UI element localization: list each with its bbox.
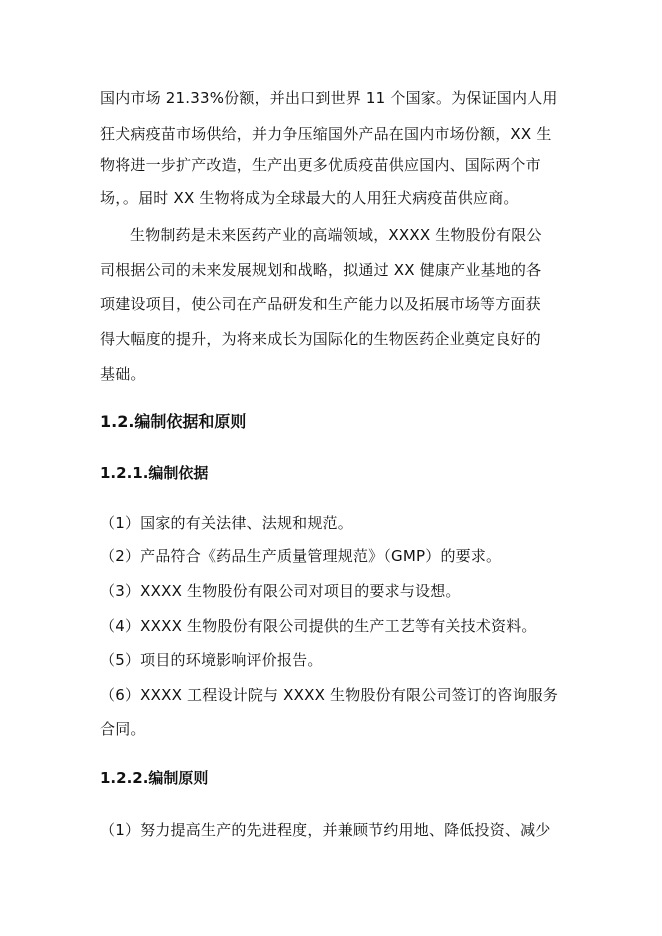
basis-item-3: （3）XXXX 生物股份有限公司对项目的要求与设想。 xyxy=(100,582,461,600)
basis-item-5: （5）项目的环境影响评价报告。 xyxy=(100,651,323,669)
basis-item-6-continued: 合同。 xyxy=(100,720,146,738)
intro-line-3: 物将进一步扩产改造，生产出更多优质疫苗供应国内、国际两个市 xyxy=(100,156,541,174)
strategy-line-2: 司根据公司的未来发展规划和战略，拟通过 XX 健康产业基地的各 xyxy=(100,261,542,279)
intro-line-1: 国内市场 21.33%份额，并出口到世界 11 个国家。为保证国内人用 xyxy=(100,89,558,107)
basis-item-4: （4）XXXX 生物股份有限公司提供的生产工艺等有关技术资料。 xyxy=(100,617,537,635)
strategy-line-3: 项建设项目，使公司在产品研发和生产能力以及拓展市场等方面获 xyxy=(100,295,541,313)
basis-item-2: （2）产品符合《药品生产质量管理规范》（GMP）的要求。 xyxy=(100,547,502,565)
section-heading-1-2-2: 1.2.2.编制原则 xyxy=(100,769,209,787)
section-heading-1-2: 1.2.编制依据和原则 xyxy=(100,412,247,431)
strategy-line-1: 生物制药是未来医药产业的高端领域，XXXX 生物股份有限公 xyxy=(130,226,542,244)
section-heading-1-2-1: 1.2.1.编制依据 xyxy=(100,464,209,482)
strategy-line-4: 得大幅度的提升，为将来成长为国际化的生物医药企业奠定良好的 xyxy=(100,330,541,348)
intro-line-2: 狂犬病疫苗市场供给，并力争压缩国外产品在国内市场份额，XX 生 xyxy=(100,125,552,143)
basis-item-1: （1）国家的有关法律、法规和规范。 xyxy=(100,514,353,532)
principle-item-1: （1）努力提高生产的先进程度，并兼顾节约用地、降低投资、减少 xyxy=(100,821,551,839)
intro-line-4: 场，。届时 XX 生物将成为全球最大的人用狂犬病疫苗供应商。 xyxy=(100,189,519,207)
strategy-line-5: 基础。 xyxy=(100,365,146,383)
basis-item-6: （6）XXXX 工程设计院与 XXXX 生物股份有限公司签订的咨询服务 xyxy=(100,686,559,704)
